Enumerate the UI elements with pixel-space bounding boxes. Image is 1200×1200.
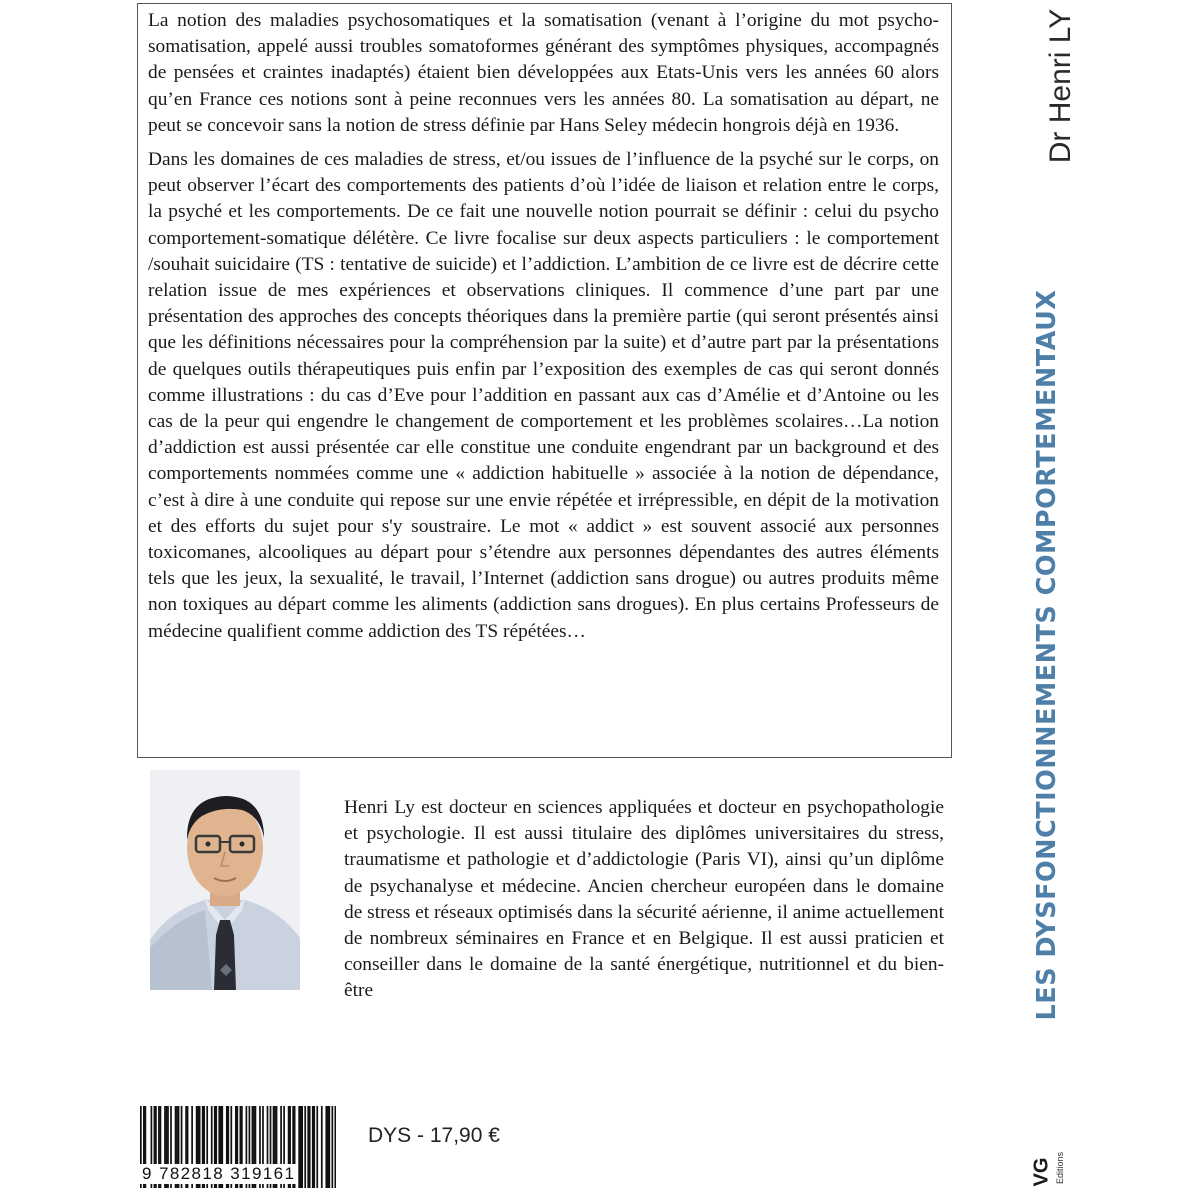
summary-paragraph-2: Dans les domaines de ces maladies de stress, et/ou issues de l’influence de la psyché sur le corps, on peut observer l’écart des comportements des patients d’où l’idée de liaison et relation entre le corps, la psyché et les comportements. De ce fait une nouvelle notion pourrait se définir : celui du psycho comportement-somatique délétère. Ce livre focalise sur deux aspects particuliers : le comportement /souhait suicidaire (TS : tentative de suicide) et l’addiction. L’ambition de ce livre est de décrire cette relation issue de mes expériences et observations cliniques. Il commence d’une part par une présentation des approches des concepts théoriques dans la première partie (qui seront présentés ainsi que les définitions nécessaires pour la compréhension par la suite) et d’autre part par la présentations de quelques outils thérapeutiques puis enfin par l’exposition des exemples de cas qui seront donnés comme illustrations : du cas d’Eve pour l’addition en passant aux cas d’Amélie et d’Antoine ou les cas de la peur qui engendre le changement de comportement et les problèmes scolaires…La notion d’addiction est aussi présentée car elle constitue une conduite engendrant par un background et des comportements nommées comme une « addiction habituelle » associée à la notion de dépendance, c’est à dire à une conduite qui repose sur une envie répétée et irrépressible, en dépit de la motivation et des efforts du sujet pour s'y soustraire. Le mot « addict » est souvent associé aux personnes toxicomanes, alcooliques au départ pour s’étendre aux personnes dépendantes des autres éléments tels que les jeux, la sexualité, le travail, l’Internet (addiction sans drogue) ou autres produits même non toxiques au départ comme les aliments (addiction sans drogues). En plus certains Professeurs de médecine qualifient comme addiction des TS répétées…: [148, 149, 939, 642]
publisher-logo: [1028, 1140, 1068, 1200]
publisher-logo-text: VG: [1030, 1157, 1053, 1187]
publisher-logo-sub: Editions: [1055, 1151, 1065, 1185]
price-label: DYS - 17,90 €: [368, 1124, 500, 1147]
author-portrait-icon: [150, 770, 300, 990]
summary-paragraph-1: La notion des maladies psychosomatiques et la somatisation (venant à l’origine du mot psycho-somatisation, appelé aussi troubles somatoformes générant des symptômes physiques, accompagnés de pensées et craintes inadaptés) étaient bien développées aux Etats-Unis vers les années 60 alors qu’en France ces notions sont à peine reconnues vers les années 80. La somatisation au départ, ne peut se concevoir sans la notion de stress définie par Hans Seley médecin hongrois déjà en 1936.: [148, 10, 939, 136]
back-cover-summary: [137, 3, 952, 758]
spine-title-wrap: [1030, 290, 1064, 1020]
isbn-digits-wrap: [140, 1150, 336, 1184]
spine-author: Dr Henri LY: [1044, 8, 1077, 164]
spine-author-wrap: [1046, 0, 1076, 172]
isbn-digits: 9 782818 319161: [142, 1164, 296, 1183]
author-photo: [150, 770, 300, 990]
spine-title: LES DYSFONCTIONNEMENTS COMPORTEMENTAUX: [1032, 289, 1062, 1021]
author-biography: Henri Ly est docteur en sciences appliquées et docteur en psychopathologie et psychologie. Il est aussi titulaire des diplômes universitaires du stress, traumatisme et pathologie et d’addictologie (Paris VI), ainsi qu’un diplôme de psychanalyse et médecine. Ancien chercheur européen dans le domaine de stress et réseaux optimisés dans la sécurité aérienne, il anime actuellement de nombreux séminaires en France et en Belgique. Il est aussi praticien et conseiller dans le domaine de la santé énergétique, nutritionnel et du bien-être: [344, 797, 944, 1002]
